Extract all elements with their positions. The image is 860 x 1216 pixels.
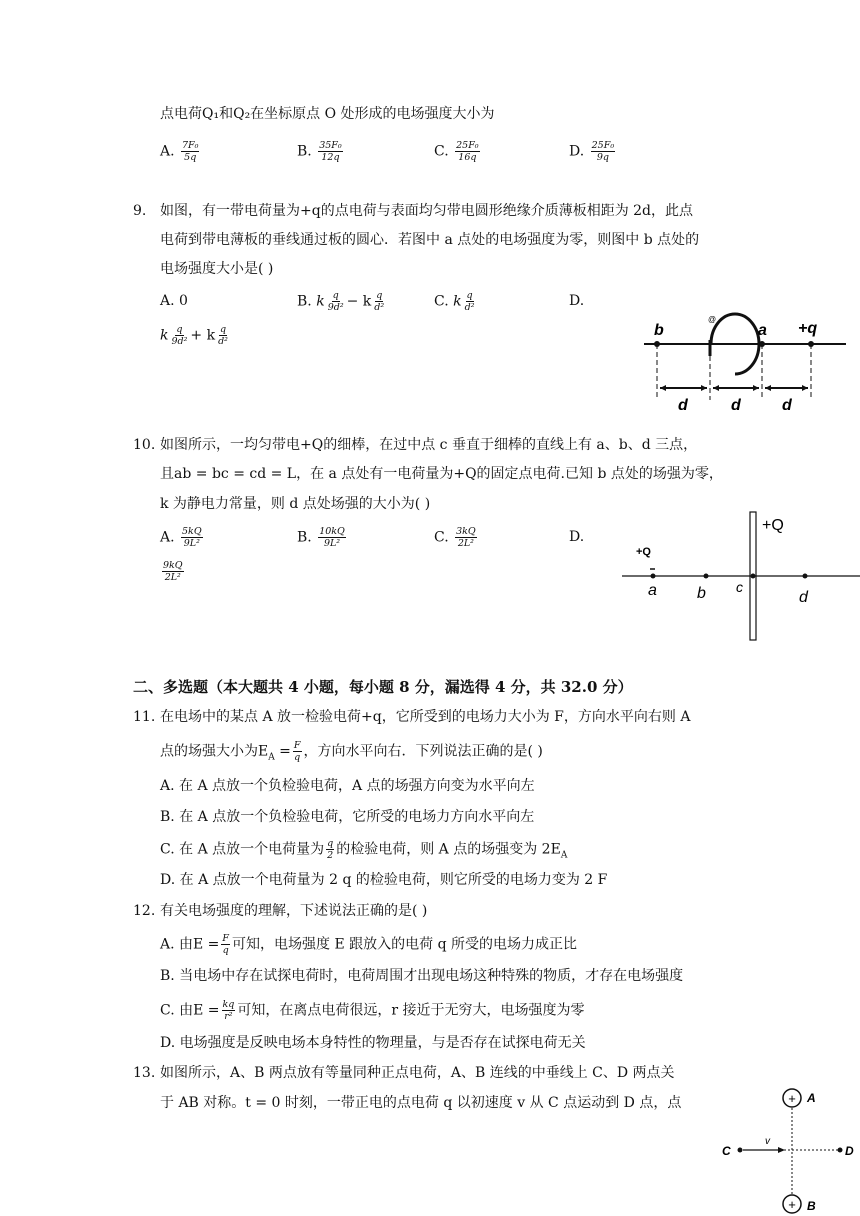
q12-text-line1: 有关电场强度的理解，下述说法正确的是( ) xyxy=(160,903,428,919)
fraction: $\frac{F}{q}$ xyxy=(293,740,301,763)
label-point-charge: +Q xyxy=(636,546,651,558)
q10-figure xyxy=(620,510,860,645)
label-plus-q: +q xyxy=(798,320,818,337)
plus-icon: + xyxy=(788,1091,796,1106)
q12-option-c[interactable] xyxy=(160,999,585,1022)
subscript: A xyxy=(560,850,568,861)
q12-option-a[interactable] xyxy=(160,933,577,956)
operator: − k xyxy=(346,293,372,310)
fraction: $\frac{\text{35F₀}}{12q}$ xyxy=(319,140,342,163)
q10-option-c[interactable] xyxy=(434,526,479,549)
label-A: A xyxy=(807,1091,816,1105)
q8-option-d[interactable] xyxy=(569,140,617,163)
q10-option-d[interactable] xyxy=(569,528,584,546)
q11-option-d[interactable]: D. 在 A 点放一个电荷量为 2 q 的检验电荷，则它所受的电场力变为 2 F xyxy=(160,872,608,888)
question-number: 12. xyxy=(133,903,156,919)
q13-text-line1: 如图所示，A、B 两点放有等量同种正点电荷，A、B 连线的中垂线上 C、D 两点关 xyxy=(160,1065,675,1081)
q9-option-a[interactable]: A. 0 xyxy=(160,293,188,309)
math-k: k xyxy=(453,293,462,310)
fraction: $\frac{\text{7F₀}}{5q}$ xyxy=(182,140,199,163)
math-k: k xyxy=(316,293,325,310)
fraction: $\frac{kq}{\text{r²}}$ xyxy=(222,999,235,1022)
option-label: A. xyxy=(160,143,175,160)
label-v: v xyxy=(765,1136,770,1147)
q12-option-b[interactable]: B. 当电场中存在试探电荷时，电荷周围才出现电场这种特殊的物质，才存在电场强度 xyxy=(160,968,684,984)
q11-option-b[interactable]: B. 在 A 点放一个负检验电荷，它所受的电场力方向水平向左 xyxy=(160,809,535,825)
text: 的检验电荷，则 A 点的场强变为 2E xyxy=(336,841,561,858)
text: 可知，在离点电荷很远，r 接近于无穷大，电场强度为零 xyxy=(237,1002,585,1019)
q12-option-d[interactable]: D. 电场强度是反映电场本身特性的物理量，与是否存在试探电荷无关 xyxy=(160,1035,586,1051)
q11-text-line2 xyxy=(160,740,543,766)
fraction: $\frac{10kQ}{\text{9L²}}$ xyxy=(319,526,345,549)
fraction: $\frac{q}{\text{d²}}$ xyxy=(374,290,385,313)
fraction: $\frac{q}{\text{9d²}}$ xyxy=(171,324,188,347)
q9-text-line1: 如图，有一带电荷量为+q的点电荷与表面均匀带电圆形绝缘介质薄板相距为 2d，此点 xyxy=(160,203,694,219)
label-C: C xyxy=(722,1144,731,1158)
label-d3: d xyxy=(782,397,792,414)
text: 可知，电场强度 E 跟放入的电荷 q 所受的电场力成正比 xyxy=(232,936,577,953)
q10-text-line2: 且ab = bc = cd = L，在 a 点处有一电荷量为+Q的固定点电荷.已知 b 点处的场强为零， xyxy=(160,466,723,482)
subscript: A xyxy=(268,752,275,763)
label-rod-charge: +Q xyxy=(762,517,784,534)
q10-option-d-expr xyxy=(160,560,186,583)
option-label: C. xyxy=(434,529,449,546)
option-label: A. xyxy=(160,529,175,546)
q8-option-c[interactable] xyxy=(434,140,482,163)
operator: + k xyxy=(190,327,216,344)
q9-figure xyxy=(636,300,856,420)
q9-text-line2: 电荷到带电薄板的垂线通过板的圆心．若图中 a 点处的电场强度为零，则图中 b 点处的 xyxy=(160,232,700,248)
math-k: k xyxy=(160,327,169,344)
q8-text: 点电荷Q₁和Q₂在坐标原点 O 处形成的电场强度大小为 xyxy=(160,106,495,122)
option-label: C. xyxy=(434,143,449,160)
q8-option-a[interactable] xyxy=(160,140,201,163)
question-number: 13. xyxy=(133,1065,156,1081)
fraction: $\frac{\text{25F₀}}{16q}$ xyxy=(456,140,479,163)
label-B: B xyxy=(807,1199,816,1213)
q9-text-line3: 电场强度大小是( ) xyxy=(160,261,274,277)
q11-option-a[interactable]: A. 在 A 点放一个负检验电荷，A 点的场强方向变为水平向左 xyxy=(160,778,535,794)
fraction: $\frac{9kQ}{\text{2L²}}$ xyxy=(163,560,183,583)
fraction: $\frac{q}{\text{9d²}}$ xyxy=(327,290,344,313)
fraction: $\frac{q}{\text{d²}}$ xyxy=(218,324,228,347)
text: A. 由E = xyxy=(160,936,220,953)
fraction: $\frac{F}{q}$ xyxy=(222,933,230,956)
q9-option-b[interactable] xyxy=(297,290,387,313)
option-label: B. xyxy=(297,293,312,310)
text: C. 由E = xyxy=(160,1002,220,1019)
label-b: b xyxy=(654,322,664,339)
label-at: @ xyxy=(708,315,717,324)
text: C. 在 A 点放一个电荷量为 xyxy=(160,841,325,858)
fraction: $\frac{5kQ}{\text{9L²}}$ xyxy=(182,526,202,549)
q8-option-b[interactable] xyxy=(297,140,345,163)
operator: = xyxy=(274,743,291,760)
option-label: D. xyxy=(569,143,585,160)
label-D: D xyxy=(845,1144,854,1158)
q11-option-c[interactable] xyxy=(160,838,567,864)
label-c: c xyxy=(736,579,743,595)
label-a: a xyxy=(758,322,767,339)
label-d1: d xyxy=(678,397,688,414)
label-b: b xyxy=(697,585,706,602)
question-number: 10. xyxy=(133,437,156,453)
option-label: D. xyxy=(569,293,585,309)
fraction: $\frac{q}{2}$ xyxy=(327,838,334,861)
q13-text-line2: 于 AB 对称。t = 0 时刻，一带正电的点电荷 q 以初速度 v 从 C 点运动到 D 点，点 xyxy=(160,1095,682,1111)
section-heading: 二、多选题（本大题共 4 小题，每小题 8 分，漏选得 4 分，共 32.0 分） xyxy=(133,678,633,696)
question-number: 11. xyxy=(133,709,156,725)
option-label: B. xyxy=(297,143,312,160)
fraction: $\frac{3kQ}{\text{2L²}}$ xyxy=(456,526,476,549)
fraction: $\frac{q}{\text{d²}}$ xyxy=(464,290,475,313)
fraction: $\frac{\text{25F₀}}{9q}$ xyxy=(591,140,615,163)
option-label: D. xyxy=(569,529,585,545)
q11-text-line1: 在电场中的某点 A 放一检验电荷+q，它所受到的电场力大小为 F，方向水平向右则 A xyxy=(160,709,691,725)
q13-figure xyxy=(715,1080,860,1216)
question-number: 9. xyxy=(133,203,147,219)
q9-option-c[interactable] xyxy=(434,290,478,313)
option-label: C. xyxy=(434,293,449,310)
text: 点的场强大小为E xyxy=(160,743,269,760)
q10-option-b[interactable] xyxy=(297,526,348,549)
text: ，方向水平向右．下列说法正确的是( ) xyxy=(303,743,543,760)
label-d2: d xyxy=(731,397,741,414)
plus-icon: + xyxy=(788,1197,796,1212)
option-label: B. xyxy=(297,529,312,546)
q10-option-a[interactable] xyxy=(160,526,205,549)
q9-option-d-expr xyxy=(160,324,231,347)
label-a: a xyxy=(648,582,657,599)
label-d: d xyxy=(799,589,808,606)
q10-text-line3: k 为静电力常量，则 d 点处场强的大小为( ) xyxy=(160,496,431,512)
q9-option-d[interactable] xyxy=(569,292,584,310)
q10-text-line1: 如图所示，一均匀带电+Q的细棒，在过中点 c 垂直于细棒的直线上有 a、b、d 三点， xyxy=(160,437,698,453)
